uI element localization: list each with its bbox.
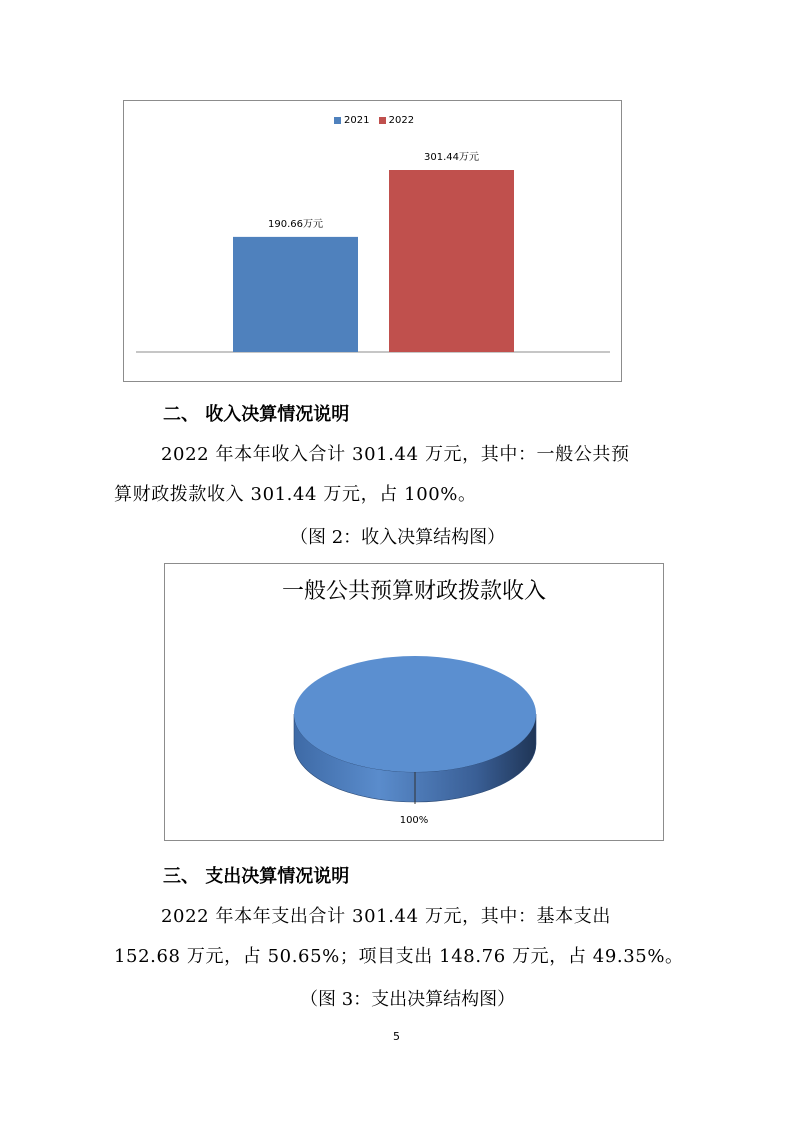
bar-2022 <box>389 170 514 352</box>
bar-plot-area <box>124 101 621 381</box>
pie-plot-area <box>165 564 663 840</box>
page-number: 5 <box>393 1030 400 1043</box>
income-bar-chart <box>123 100 622 382</box>
bar-data-label-2022: 301.44万元 <box>424 152 479 163</box>
bar-data-label-2021: 190.66万元 <box>268 218 323 230</box>
income-figure-caption: （图 2：收入决算结构图） <box>290 527 506 548</box>
pie-chart-title: 一般公共预算财政拨款收入 <box>281 579 546 604</box>
income-text-line-1: 2022 年本年收入合计 301.44 万元，其中：一般公共预 <box>161 444 630 465</box>
income-pie-chart <box>164 563 664 841</box>
expense-text-line-2: 152.68 万元，占 50.65%；项目支出 148.76 万元，占 49.35%。 <box>114 946 684 967</box>
pie-data-label: 100% <box>399 815 429 826</box>
expense-text-line-1: 2022 年本年支出合计 301.44 万元，其中：基本支出 <box>161 906 611 927</box>
pie-slice-top <box>294 656 536 772</box>
income-heading: 二、 收入决算情况说明 <box>163 404 350 425</box>
legend-item-2021: 2021 <box>334 115 369 126</box>
legend-item-2022: 2022 <box>379 115 414 126</box>
bar-2021 <box>233 237 358 352</box>
expense-figure-caption: （图 3：支出决算结构图） <box>300 989 516 1010</box>
expense-heading: 三、 支出决算情况说明 <box>163 866 350 887</box>
income-text-line-2: 算财政拨款收入 301.44 万元，占 100%。 <box>114 484 477 505</box>
